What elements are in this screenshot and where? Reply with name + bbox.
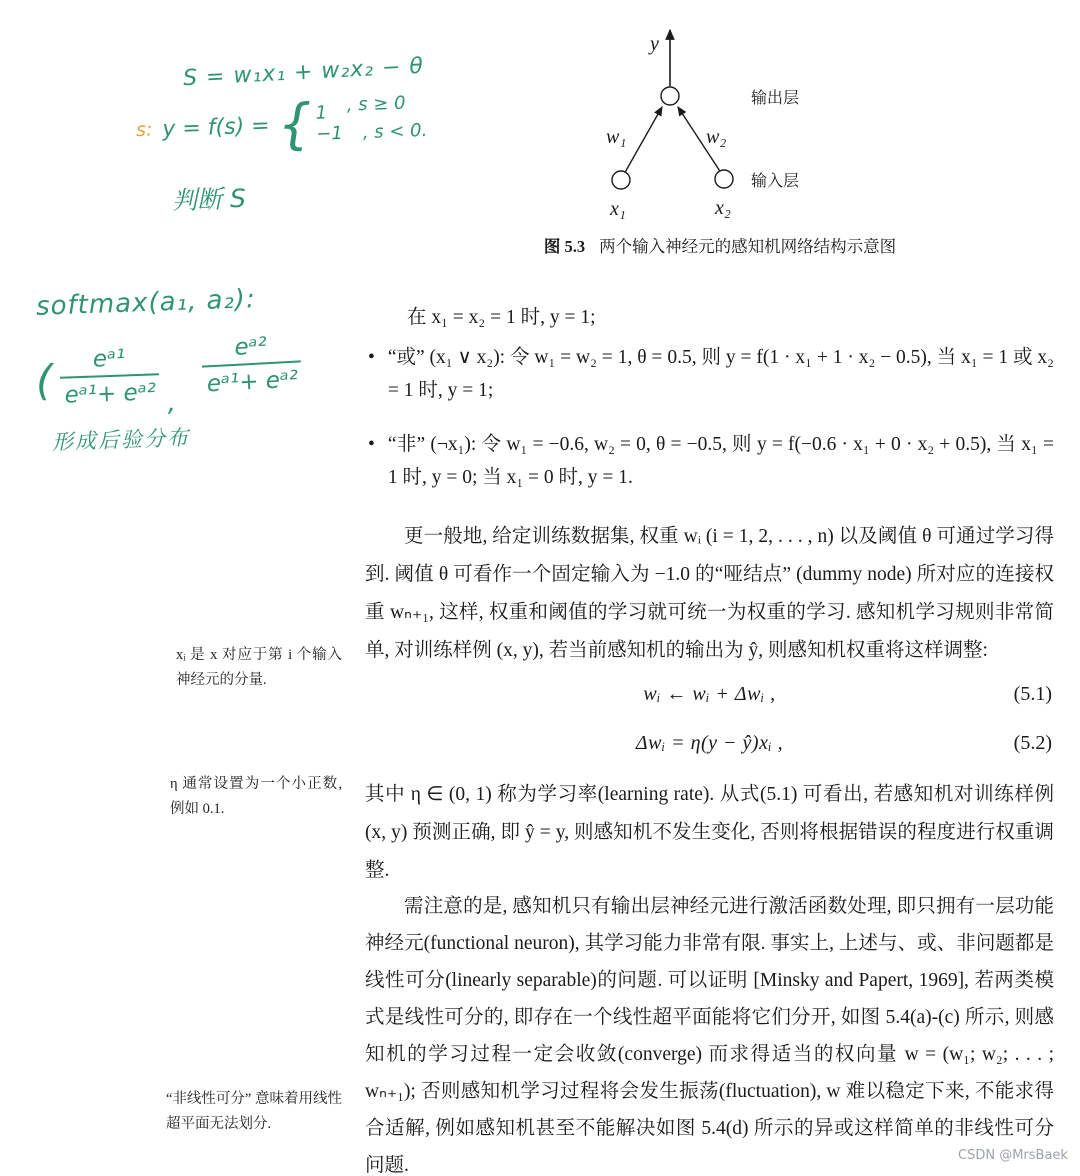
case-row-negative — [316, 120, 428, 145]
handwritten-activation-formula — [135, 93, 428, 157]
fraction-separator-comma: , — [167, 388, 176, 418]
label-input-layer: 输入层 — [751, 173, 800, 190]
watermark: CSDN @MrsBaek — [958, 1148, 1068, 1163]
softmax-fraction-2 — [200, 331, 302, 397]
equation-5-2-formula: Δwᵢ = η(y − ŷ)xᵢ , — [635, 732, 784, 754]
softmax-fraction-1 — [59, 344, 160, 408]
bullet-glyph: • — [368, 347, 375, 368]
input-node-1 — [612, 171, 630, 189]
case-brace: { — [276, 91, 313, 157]
fraction-2-numerator: eᵃ² — [233, 333, 268, 361]
equation-5-2-number: (5.2) — [1013, 732, 1052, 754]
edge-w1 — [626, 107, 663, 172]
label-output-layer: 输出层 — [751, 90, 800, 107]
handwritten-softmax-title: softmax(a₁, a₂): — [35, 284, 257, 322]
open-paren: ( — [36, 356, 53, 405]
handwritten-softmax-expression — [36, 333, 301, 418]
bullet-item-not — [368, 428, 1054, 494]
figure-caption-text: 两个输入神经元的感知机网络结构示意图 — [599, 237, 897, 256]
label-x1: x₁ — [610, 198, 626, 220]
perceptron-figure — [550, 12, 870, 230]
fraction-1-denominator: eᵃ¹+ eᵃ² — [60, 373, 160, 408]
bullet-text-not: “非” (¬x₁): 令 w₁ = −0.6, w₂ = 0, θ = −0.5, 则 y = f(−0.6 · x₁ + 0 · x₂ + 0.5), 当 x₁ = 1 时, y = 0; 当 x₁ = 0 时, y = 1. — [387, 434, 1054, 488]
bullet-item-or — [368, 341, 1054, 407]
equation-5-1 — [365, 683, 1054, 706]
case-value-negative: −1 — [315, 122, 344, 145]
handwritten-sum-formula: S = w₁x₁ + w₂x₂ − θ — [182, 53, 425, 92]
margin-note-xi-component: xᵢ 是 x 对应于第 i 个输入神经元的分量. — [176, 647, 342, 688]
label-x2: x₂ — [715, 197, 731, 219]
handwritten-softmax-note: 形成后验分布 — [51, 425, 191, 455]
paragraph-linear-separability: 需注意的是, 感知机只有输出层神经元进行激活函数处理, 即只拥有一层功能神经元(functional neuron), 其学习能力非常有限. 事实上, 上述与、或、非问题都是线性可分(linearly separable)的问题. 可以证明 [Minsky and Papert, 1969], 若两类模式是线性可分的, 即存在一个线性超平面能将它们分开, 如图 5.4(a)-(c) 所示, 则感知机的学习过程一定会收敛(converge) 而求得适当的权向量 w = (w₁; w₂; . . . ; wₙ₊₁); 否则感知机学习过程将会发生振荡(fluctuation), w 难以稳定下来, 不能求得合适解, 例如感知机甚至不能解决如图 5.4(d) 所示的异或这样简单的非线性可分问题. — [365, 896, 1054, 1176]
label-y: y — [650, 33, 659, 55]
figure-caption — [420, 233, 1020, 257]
output-node — [661, 87, 679, 105]
body-intro-line: 在 x₁ = x₂ = 1 时, y = 1; — [407, 307, 596, 328]
equation-5-1-number: (5.1) — [1013, 683, 1052, 705]
equation-5-2 — [365, 732, 1054, 755]
paragraph-learning-rate: 其中 η ∈ (0, 1) 称为学习率(learning rate). 从式(5.1) 可看出, 若感知机对训练样例 (x, y) 预测正确, 即 ŷ = y, 则感知机不发生变化, 否则将根据错误的程度进行权重调整. — [365, 784, 1054, 881]
margin-note-eta-value: η 通常设置为一个小正数, 例如 0.1. — [170, 776, 342, 817]
orange-annotation-mark: s: — [135, 118, 153, 142]
label-w2: w₂ — [706, 126, 727, 148]
case-condition-positive: , s ≥ 0 — [346, 92, 406, 116]
label-w1: w₁ — [606, 126, 627, 148]
activation-lhs: y = f(s) = — [161, 112, 271, 142]
case-value-positive: 1 — [315, 102, 328, 124]
bullet-text-or: “或” (x₁ ∨ x₂): 令 w₁ = w₂ = 1, θ = 0.5, 则 y = f(1 · x₁ + 1 · x₂ − 0.5), 当 x₁ = 1 或 x₂ = 1 时, y = 1; — [387, 347, 1054, 401]
bullet-glyph: • — [368, 434, 375, 455]
bullet-list — [368, 341, 1054, 515]
case-condition-negative: , s < 0. — [362, 119, 428, 144]
margin-note-nonlinear-separable: “非线性可分” 意味着用线性超平面无法划分. — [166, 1091, 342, 1132]
fraction-2-denominator: eᵃ¹+ eᵃ² — [202, 360, 303, 397]
handwritten-judge-s: 判断 S — [171, 183, 247, 216]
equation-5-1-formula: wᵢ ← wᵢ + Δwᵢ , — [643, 683, 776, 705]
fraction-1-numerator: eᵃ¹ — [92, 345, 127, 373]
activation-cases — [315, 92, 428, 145]
paragraph-learning-rule: 更一般地, 给定训练数据集, 权重 wᵢ (i = 1, 2, . . . , n) 以及阈值 θ 可通过学习得到. 阈值 θ 可看作一个固定输入为 −1.0 的“哑结点” (dummy node) 所对应的连接权重 wₙ₊₁, 这样, 权重和阈值的学习就可统一为权重的学习. 感知机学习规则非常简单, 对训练样例 (x, y), 若当前感知机的输出为 ŷ, 则感知机权重将这样调整: — [365, 526, 1054, 661]
input-node-2 — [715, 170, 733, 188]
figure-caption-number: 图 5.3 — [543, 237, 586, 256]
